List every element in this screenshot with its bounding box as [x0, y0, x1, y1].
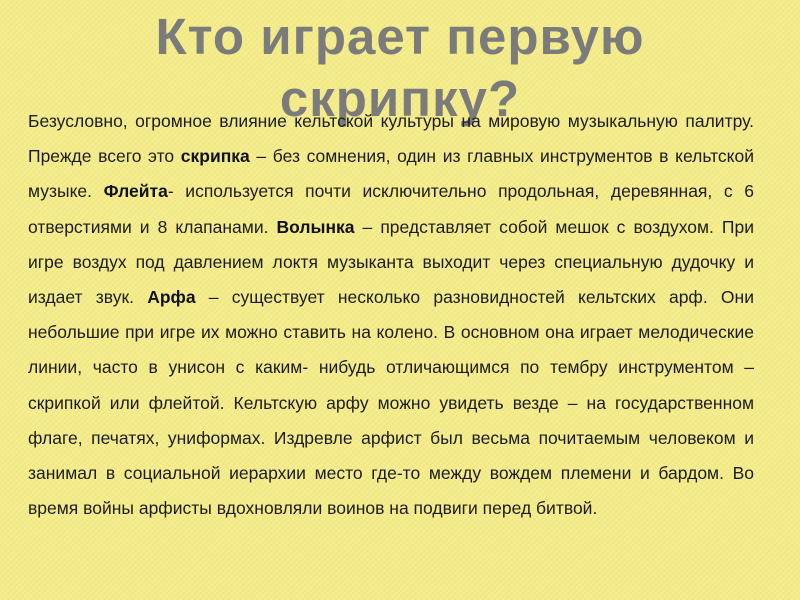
- body-segment: – существует несколько разновидностей кельтских арф. Они небольшие при игре их можно ставить на колено. В основном она играет мелодические линии, часто в унисон с каким- нибудь отличающимся по тембру инструментом – скрипкой или флейтой. Кельтскую арфу можно увидеть везде – на государственном флаге, печатях, униформах. Издревле арфист был весьма почитаемым человеком и занимал в социальной иерархии место где-то между вождем племени и бардом. Во время войны арфисты вдохновляли воинов на подвиги перед битвой.: [28, 287, 754, 519]
- term-violin: скрипка: [180, 146, 250, 167]
- slide-title: Кто играет первую скрипку?: [155, 8, 645, 127]
- body-segment: - используется почти исключительно продольная, деревянная, с 6 отверстиями и 8 клапанами.: [28, 181, 754, 237]
- body-segment: Безусловно, огромное влияние кельтской культуры на мировую музыкальную палитру. Прежде всего это: [28, 111, 754, 167]
- slide-body-text: [28, 104, 754, 526]
- term-harp: Арфа: [147, 287, 196, 308]
- body-segment: – представляет собой мешок с воздухом. При игре воздух под давлением локтя музыканта выходит через специальную дудочку и издает звук.: [28, 216, 754, 308]
- term-bagpipe: Волынка: [276, 216, 355, 237]
- term-flute: Флейта: [103, 181, 168, 202]
- body-segment: – без сомнения, один из главных инструментов в кельтской музыке.: [28, 146, 754, 202]
